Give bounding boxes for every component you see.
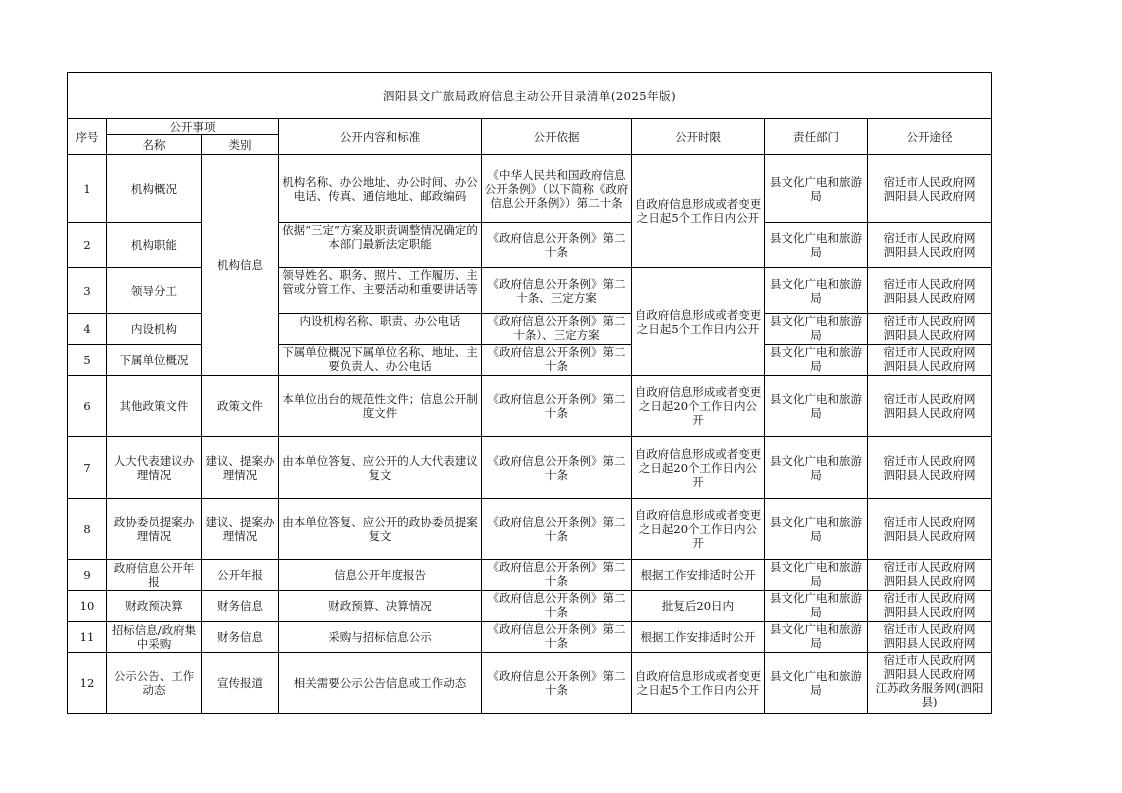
header-channel: 公开途径 bbox=[868, 119, 992, 155]
cell-dept: 县文化广电和旅游局 bbox=[765, 499, 868, 560]
table-row bbox=[68, 499, 992, 560]
cell-name: 下属单位概况 bbox=[107, 345, 202, 376]
cell-category: 建议、提案办理情况 bbox=[202, 437, 279, 499]
header-matter: 公开事项 bbox=[107, 119, 279, 135]
cell-seq: 2 bbox=[68, 223, 107, 268]
content-text: 下属单位概况下属单位名称、地址、主要负责人、办公电话 bbox=[282, 345, 478, 373]
cell-dept: 县文化广电和旅游局 bbox=[765, 437, 868, 499]
table-row bbox=[68, 591, 992, 622]
cell-content: 信息公开年度报告 bbox=[279, 560, 482, 591]
cell-time: 批复后20日内 bbox=[632, 591, 765, 622]
table-row bbox=[68, 437, 992, 499]
cell-basis: 《政府信息公开条例》第二十条 bbox=[482, 437, 632, 499]
cell-basis bbox=[482, 560, 632, 591]
cell-name: 财政预决算 bbox=[107, 591, 202, 622]
cell-dept: 县文化广电和旅游局 bbox=[765, 653, 868, 714]
cell-channel bbox=[868, 376, 992, 437]
channel-text: 宿迁市人民政府网 泗阳县人民政府网 bbox=[883, 591, 976, 619]
content-text: 依据“三定”方案及职责调整情况确定的本部门最新法定职能 bbox=[282, 223, 478, 251]
cell-time: 根据工作安排适时公开 bbox=[632, 622, 765, 653]
cell-content: 财政预算、决算情况 bbox=[279, 591, 482, 622]
cell-basis bbox=[482, 314, 632, 345]
cell-channel bbox=[868, 155, 992, 223]
cell-channel bbox=[868, 653, 992, 714]
cell-content bbox=[279, 345, 482, 376]
cell-channel bbox=[868, 223, 992, 268]
header-category: 类别 bbox=[202, 135, 279, 155]
cell-channel bbox=[868, 622, 992, 653]
page-title: 泗阳县文广旅局政府信息主动公开目录清单(2025年版) bbox=[68, 73, 992, 119]
channel-text: 宿迁市人民政府网 泗阳县人民政府网 bbox=[883, 453, 976, 482]
cell-category: 财务信息 bbox=[202, 591, 279, 622]
cell-seq: 12 bbox=[68, 653, 107, 714]
content-text: 领导姓名、职务、照片、工作履历、主管或分管工作、主要活动和重要讲话等 bbox=[282, 268, 478, 296]
header-content: 公开内容和标准 bbox=[279, 119, 482, 155]
cell-seq: 5 bbox=[68, 345, 107, 376]
header-basis: 公开依据 bbox=[482, 119, 632, 155]
cell-channel bbox=[868, 499, 992, 560]
cell-basis: 《政府信息公开条例》第二十条 bbox=[482, 499, 632, 560]
cell-dept: 县文化广电和旅游局 bbox=[765, 155, 868, 223]
table-row bbox=[68, 622, 992, 653]
basis-text: 《政府信息公开条例》第二十条 bbox=[487, 345, 626, 373]
dept-text: 县文化广电和旅游局 bbox=[770, 314, 862, 342]
cell-name: 公示公告、工作动态 bbox=[107, 653, 202, 714]
dept-text: 县文化广电和旅游局 bbox=[770, 345, 862, 373]
cell-dept bbox=[765, 560, 868, 591]
cell-content: 由本单位答复、应公开的政协委员提案复文 bbox=[279, 499, 482, 560]
cell-basis: 《政府信息公开条例》第二十条 bbox=[482, 653, 632, 714]
cell-basis bbox=[482, 622, 632, 653]
cell-name: 机构职能 bbox=[107, 223, 202, 268]
cell-dept: 县文化广电和旅游局 bbox=[765, 376, 868, 437]
cell-channel bbox=[868, 437, 992, 499]
dept-text: 县文化广电和旅游局 bbox=[770, 622, 862, 650]
cell-dept bbox=[765, 345, 868, 376]
cell-basis bbox=[482, 591, 632, 622]
basis-text: 《政府信息公开条例》第二十条 bbox=[487, 560, 626, 588]
channel-text: 宿迁市人民政府网 泗阳县人民政府网 bbox=[883, 174, 976, 203]
cell-name: 内设机构 bbox=[107, 314, 202, 345]
channel-text: 宿迁市人民政府网 泗阳县人民政府网 bbox=[883, 231, 976, 259]
cell-seq: 11 bbox=[68, 622, 107, 653]
header-seq: 序号 bbox=[68, 119, 107, 155]
cell-time: 自政府信息形成或者变更之日起20个工作日内公开 bbox=[632, 376, 765, 437]
channel-text: 宿迁市人民政府网 泗阳县人民政府网 江苏政务服务网(泗阳县) bbox=[875, 653, 984, 709]
cell-content: 机构名称、办公地址、办公时间、办公电话、传真、通信地址、邮政编码 bbox=[279, 155, 482, 223]
cell-dept bbox=[765, 591, 868, 622]
cell-basis: 《政府信息公开条例》第二十条 bbox=[482, 376, 632, 437]
cell-seq: 1 bbox=[68, 155, 107, 223]
cell-basis bbox=[482, 345, 632, 376]
cell-name: 政府信息公开年报 bbox=[107, 560, 202, 591]
disclosure-catalog-table bbox=[67, 72, 992, 714]
cell-dept: 县文化广电和旅游局 bbox=[765, 268, 868, 314]
cell-content: 采购与招标信息公示 bbox=[279, 622, 482, 653]
table-row bbox=[68, 155, 992, 223]
table-row bbox=[68, 560, 992, 591]
channel-text: 宿迁市人民政府网 泗阳县人民政府网 bbox=[883, 392, 976, 420]
cell-seq: 9 bbox=[68, 560, 107, 591]
cell-category: 机构信息 bbox=[202, 155, 279, 376]
content-text: 内设机构名称、职责、办公电话 bbox=[299, 314, 461, 328]
cell-content: 本单位出台的规范性文件；信息公开制度文件 bbox=[279, 376, 482, 437]
cell-content bbox=[279, 223, 482, 268]
cell-category: 财务信息 bbox=[202, 622, 279, 653]
cell-seq: 6 bbox=[68, 376, 107, 437]
channel-text: 宿迁市人民政府网 泗阳县人民政府网 bbox=[883, 560, 976, 588]
channel-text: 宿迁市人民政府网 泗阳县人民政府网 bbox=[883, 622, 976, 650]
basis-text: 《政府信息公开条例》第二十条）、三定方案 bbox=[487, 314, 626, 342]
cell-content: 由本单位答复、应公开的人大代表建议复文 bbox=[279, 437, 482, 499]
cell-basis: 《政府信息公开条例》第二十条、三定方案 bbox=[482, 268, 632, 314]
cell-content: 相关需要公示公告信息或工作动态 bbox=[279, 653, 482, 714]
dept-text: 县文化广电和旅游局 bbox=[770, 591, 862, 619]
cell-time: 自政府信息形成或者变更之日起5个工作日内公开 bbox=[632, 653, 765, 714]
header-dept: 责任部门 bbox=[765, 119, 868, 155]
cell-name: 政协委员提案办理情况 bbox=[107, 499, 202, 560]
cell-name: 招标信息/政府集中采购 bbox=[107, 622, 202, 653]
cell-basis: 《中华人民共和国政府信息公开条例》（以下简称《政府信息公开条例》）第二十条 bbox=[482, 155, 632, 223]
cell-content bbox=[279, 268, 482, 314]
channel-text: 宿迁市人民政府网 泗阳县人民政府网 bbox=[883, 276, 976, 305]
header-time: 公开时限 bbox=[632, 119, 765, 155]
cell-time: 自政府信息形成或者变更之日起20个工作日内公开 bbox=[632, 499, 765, 560]
cell-dept: 县文化广电和旅游局 bbox=[765, 223, 868, 268]
dept-text: 县文化广电和旅游局 bbox=[770, 560, 862, 588]
cell-category: 公开年报 bbox=[202, 560, 279, 591]
cell-time: 自政府信息形成或者变更之日起20个工作日内公开 bbox=[632, 437, 765, 499]
channel-text: 宿迁市人民政府网 泗阳县人民政府网 bbox=[883, 314, 976, 342]
cell-time: 自政府信息形成或者变更之日起5个工作日内公开 bbox=[632, 155, 765, 268]
cell-seq: 4 bbox=[68, 314, 107, 345]
cell-dept bbox=[765, 622, 868, 653]
channel-text: 宿迁市人民政府网 泗阳县人民政府网 bbox=[883, 515, 976, 543]
cell-seq: 7 bbox=[68, 437, 107, 499]
basis-text: 《政府信息公开条例》第二十条 bbox=[487, 622, 626, 650]
cell-channel bbox=[868, 591, 992, 622]
cell-channel bbox=[868, 345, 992, 376]
cell-name: 领导分工 bbox=[107, 268, 202, 314]
cell-channel bbox=[868, 314, 992, 345]
cell-name: 其他政策文件 bbox=[107, 376, 202, 437]
cell-seq: 8 bbox=[68, 499, 107, 560]
table-row bbox=[68, 376, 992, 437]
basis-text: 《政府信息公开条例》第二十条 bbox=[487, 591, 626, 619]
cell-channel bbox=[868, 268, 992, 314]
channel-text: 宿迁市人民政府网 泗阳县人民政府网 bbox=[883, 345, 976, 373]
cell-seq: 3 bbox=[68, 268, 107, 314]
cell-dept bbox=[765, 314, 868, 345]
cell-category: 宣传报道 bbox=[202, 653, 279, 714]
cell-name: 人大代表建议办理情况 bbox=[107, 437, 202, 499]
cell-channel bbox=[868, 560, 992, 591]
cell-time: 根据工作安排适时公开 bbox=[632, 560, 765, 591]
cell-name: 机构概况 bbox=[107, 155, 202, 223]
cell-content bbox=[279, 314, 482, 345]
cell-time: 自政府信息形成或者变更之日起5个工作日内公开 bbox=[632, 268, 765, 376]
cell-category: 建议、提案办理情况 bbox=[202, 499, 279, 560]
header-name: 名称 bbox=[107, 135, 202, 155]
cell-category: 政策文件 bbox=[202, 376, 279, 437]
cell-basis: 《政府信息公开条例》第二十条 bbox=[482, 223, 632, 268]
cell-seq: 10 bbox=[68, 591, 107, 622]
table-row bbox=[68, 653, 992, 714]
